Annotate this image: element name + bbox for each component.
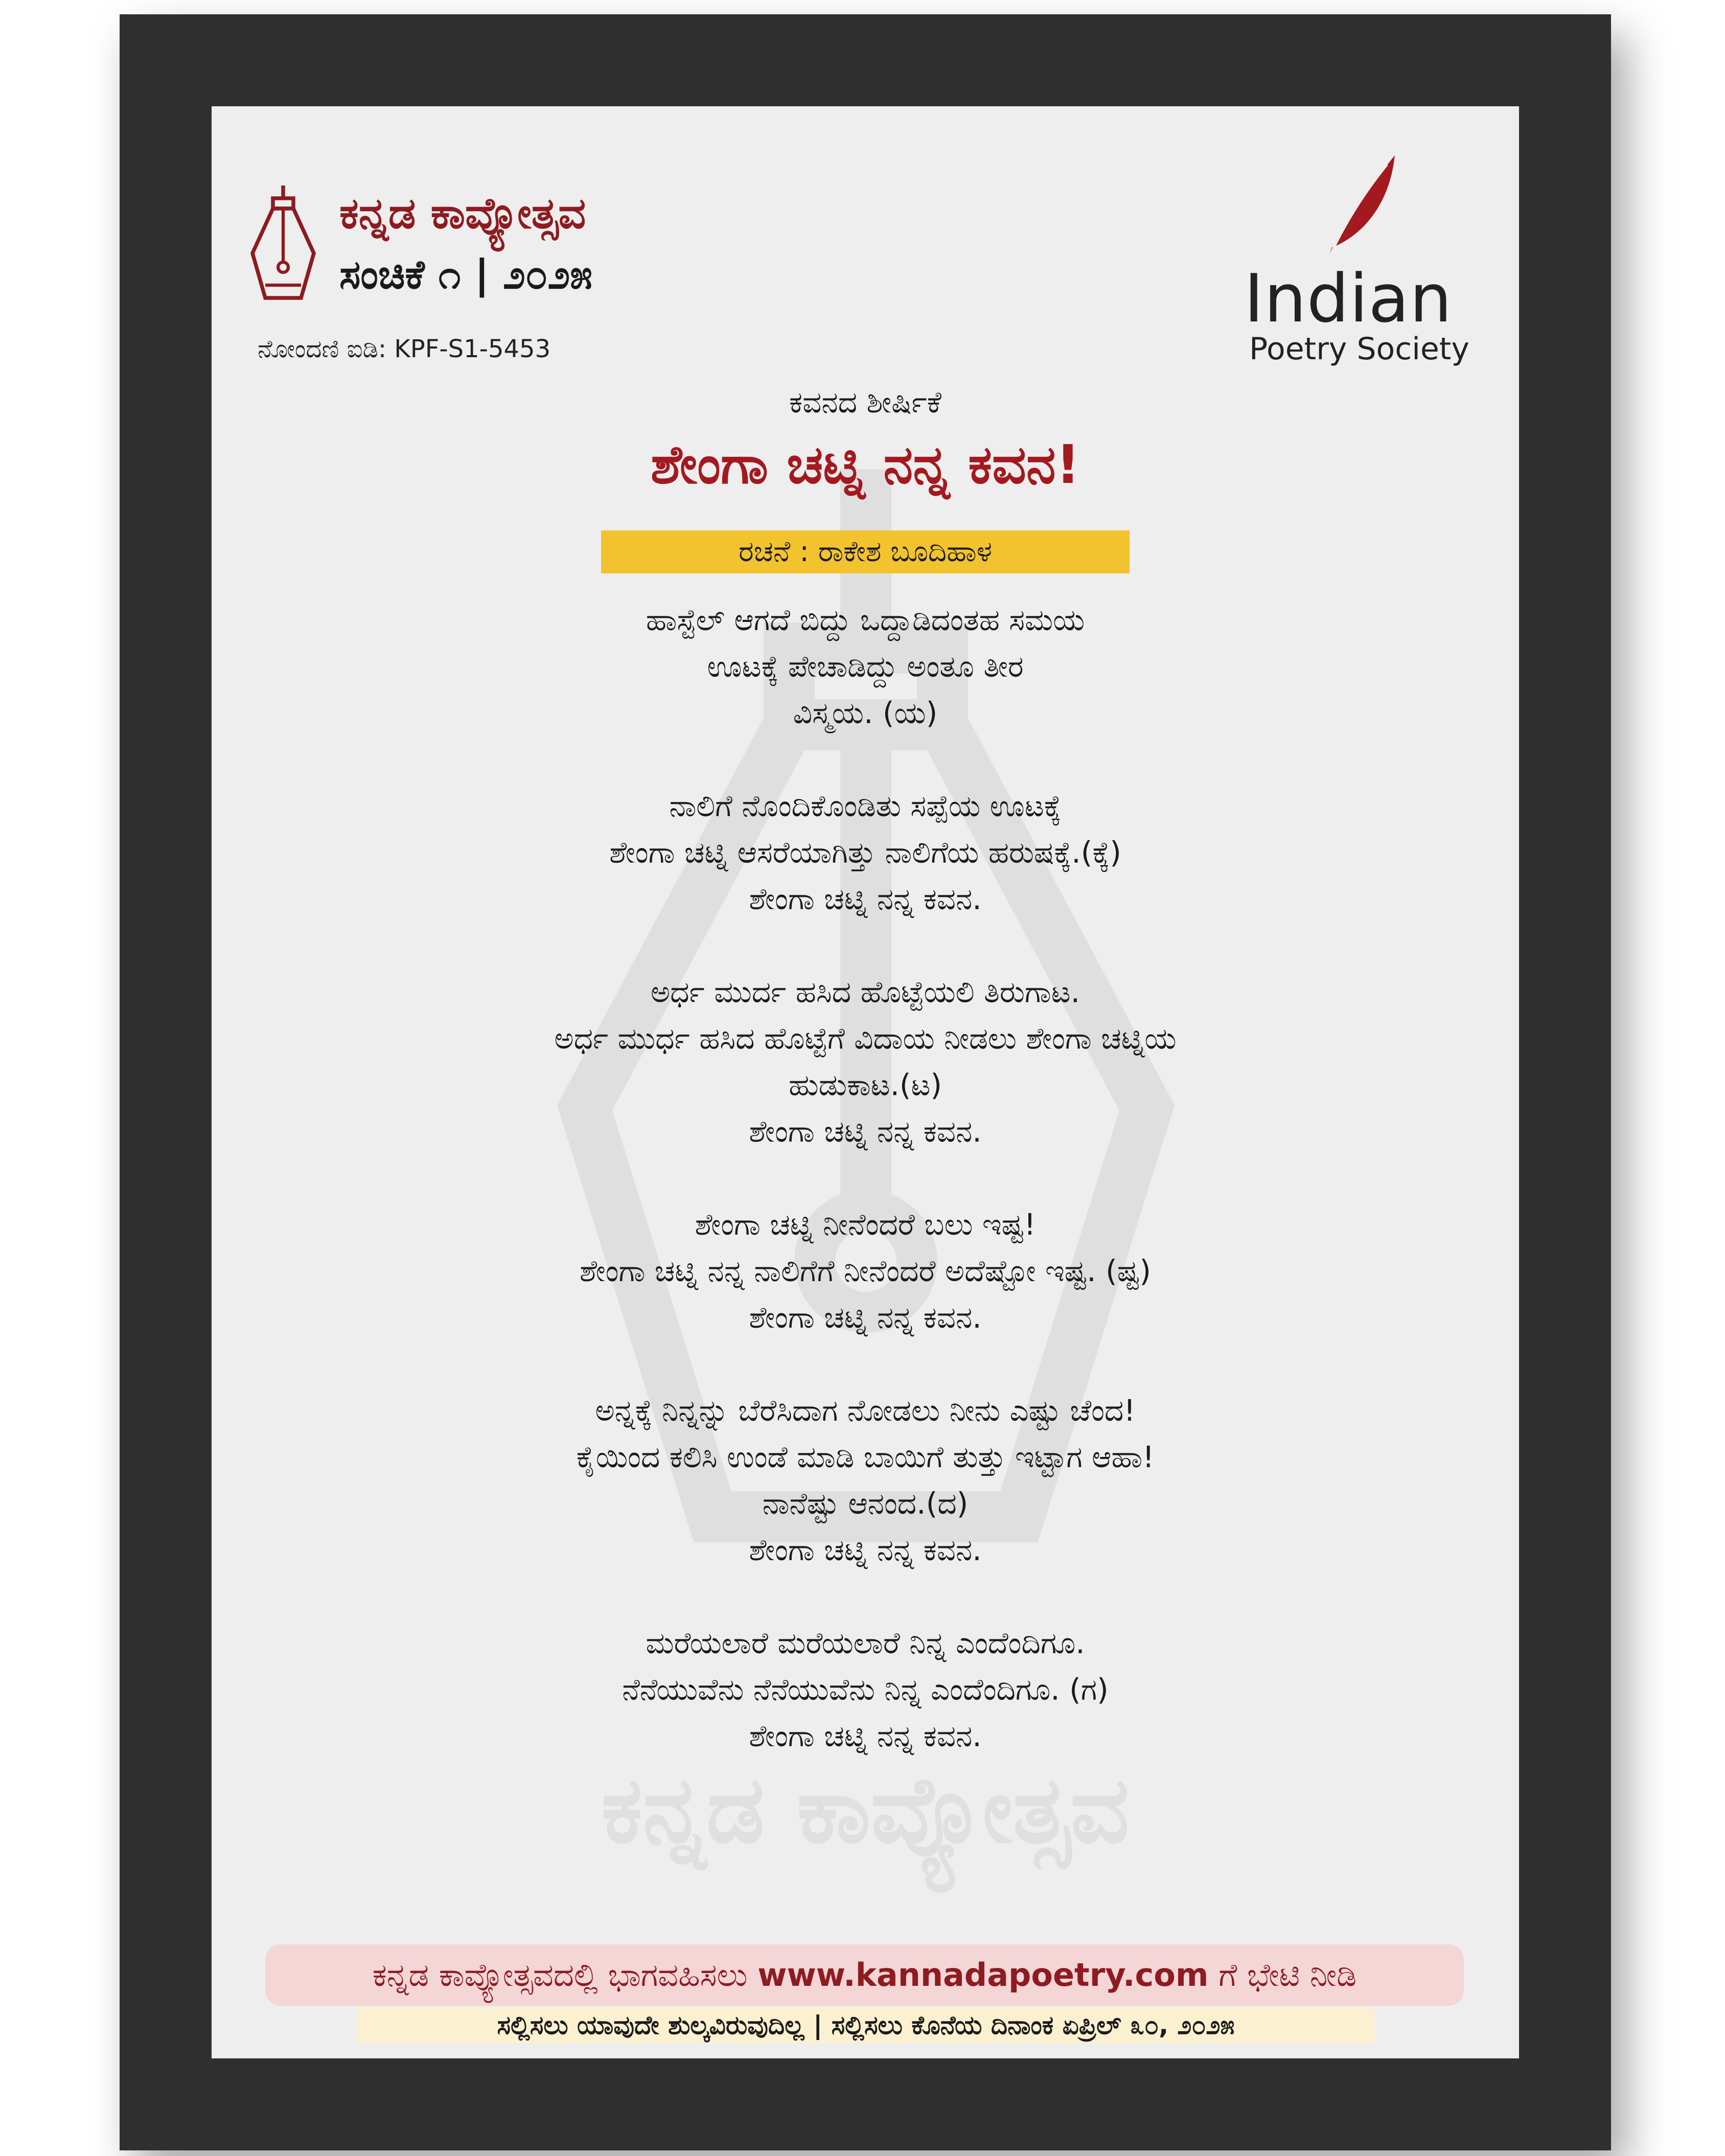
poem-line: ಶೇಂಗಾ ಚಟ್ನಿ ನನ್ನ ಕವನ. (749, 1114, 982, 1149)
poem-line: ಶೇಂಗಾ ಚಟ್ನಿ ನನ್ನ ಕವನ. (749, 882, 982, 916)
publisher-subtitle: Poetry Society (1249, 331, 1469, 367)
poem-line: ನೆನೆಯುವೆನು ನೆನೆಯುವೆನು ನಿನ್ನ ಎಂದೆಂದಿಗೂ. (ಗ) (622, 1672, 1109, 1707)
poem-line: ವಿಸ್ಮಯ. (ಯ) (793, 696, 938, 730)
poem-line: ಹುಡುಕಾಟ.(ಟ) (788, 1068, 942, 1102)
issue-number: ಸಂಚಿಕೆ ೧ | ೨೦೨೫ (339, 252, 592, 298)
watermark-text: ಕನ್ನಡ ಕಾವ್ಯೋತ್ಸವ (601, 1757, 1130, 1864)
submission-notice: ಸಲ್ಲಿಸಲು ಯಾವುದೇ ಶುಲ್ಕವಿರುವುದಿಲ್ಲ | ಸಲ್ಲಿಸಲು ಕೊನೆಯ ದಿನಾಂಕ ಏಪ್ರಿಲ್ ೩೦, ೨೦೨೫ (357, 2007, 1374, 2043)
website-link[interactable]: www.kannadapoetry.com (757, 1956, 1209, 1993)
poem-body (212, 597, 1519, 1759)
poem-line: ಊಟಕ್ಕೆ ಪೇಚಾಡಿದ್ದು ಅಂತೂ ತೀರ (707, 649, 1024, 684)
publisher-name: Indian (1244, 260, 1453, 337)
poem-line: ನಾಲಿಗೆ ನೊಂದಿಕೊಂಡಿತು ಸಪ್ಪೆಯ ಊಟಕ್ಕೆ (669, 789, 1062, 823)
cta-suffix: ಗೆ ಭೇಟಿ ನೀಡಿ (1218, 1956, 1357, 1993)
registration-id: ನೋಂದಣಿ ಐಡಿ: KPF-S1-5453 (258, 335, 551, 363)
poem-label: ಕವನದ ಶೀರ್ಷಿಕೆ (789, 385, 941, 420)
poem-line: ಅನ್ನಕ್ಕೆ ನಿನ್ನನ್ನು ಬೆರೆಸಿದಾಗ ನೋಡಲು ನೀನು ಎಷ್ಟು ಚೆಂದ! (595, 1393, 1136, 1428)
poem-line: ಮರೆಯಲಾರೆ ಮರೆಯಲಾರೆ ನಿನ್ನ ಎಂದೆಂದಿಗೂ. (646, 1626, 1085, 1660)
author-credit: ರಚನೆ : ರಾಕೇಶ ಬೂದಿಹಾಳ (601, 530, 1130, 573)
poem-line: ಶೇಂಗಾ ಚಟ್ನಿ ನನ್ನ ಕವನ. (749, 1533, 982, 1567)
brand-title: ಕನ್ನಡ ಕಾವ್ಯೋತ್ಸವ (339, 188, 586, 238)
poster (212, 106, 1519, 2058)
cta-prefix: ಕನ್ನಡ ಕಾವ್ಯೋತ್ಸವದಲ್ಲಿ ಭಾಗವಹಿಸಲು (372, 1956, 748, 1993)
poem-line: ಕೈಯಿಂದ ಕಲಿಸಿ ಉಂಡೆ ಮಾಡಿ ಬಾಯಿಗೆ ತುತ್ತು ಇಟ್ಟಾಗ ಆಹಾ! (576, 1440, 1155, 1474)
poem-line: ಹಾಸ್ಟೆಲ್ ಆಗದೆ ಬಿದ್ದು ಒದ್ದಾಡಿದಂತಹ ಸಮಯ (646, 602, 1085, 637)
poem-line: ಅರ್ಧ ಮುರ್ಧ ಹಸಿದ ಹೊಟ್ಟೆಗೆ ವಿದಾಯ ನೀಡಲು ಶೇಂಗಾ ಚಟ್ನಿಯ (554, 1021, 1177, 1056)
poem-line: ಶೇಂಗಾ ಚಟ್ನಿ ನನ್ನ ನಾಲಿಗೆಗೆ ನೀನೆಂದರೆ ಅದೆಷ್ಟೋ ಇಷ್ಟ. (ಷ್ಟ) (579, 1254, 1152, 1288)
poem-title: ಶೇಂಗಾ ಚಟ್ನಿ ನನ್ನ ಕವನ! (650, 433, 1080, 496)
participation-banner (265, 1944, 1464, 2006)
feather-quill-icon (1310, 152, 1402, 275)
poem-line: ನಾನೆಷ್ಟು ಆನಂದ.(ದ) (762, 1486, 969, 1521)
poem-line: ಅರ್ಧ ಮುರ್ದ ಹಸಿದ ಹೊಟ್ಟೆಯಲಿ ತಿರುಗಾಟ. (650, 975, 1080, 1009)
pen-nib-icon (245, 183, 321, 311)
poem-line: ಶೇಂಗಾ ಚಟ್ನಿ ನೀನೆಂದರೆ ಬಲು ಇಷ್ಟ! (695, 1207, 1036, 1242)
poem-line: ಶೇಂಗಾ ಚಟ್ನಿ ಆಸರೆಯಾಗಿತ್ತು ನಾಲಿಗೆಯ ಹರುಷಕ್ಕೆ.(ಕ್ಕೆ) (609, 835, 1121, 870)
poem-line: ಶೇಂಗಾ ಚಟ್ನಿ ನನ್ನ ಕವನ. (749, 1300, 982, 1335)
poem-line: ಶೇಂಗಾ ಚಟ್ನಿ ನನ್ನ ಕವನ. (749, 1719, 982, 1753)
